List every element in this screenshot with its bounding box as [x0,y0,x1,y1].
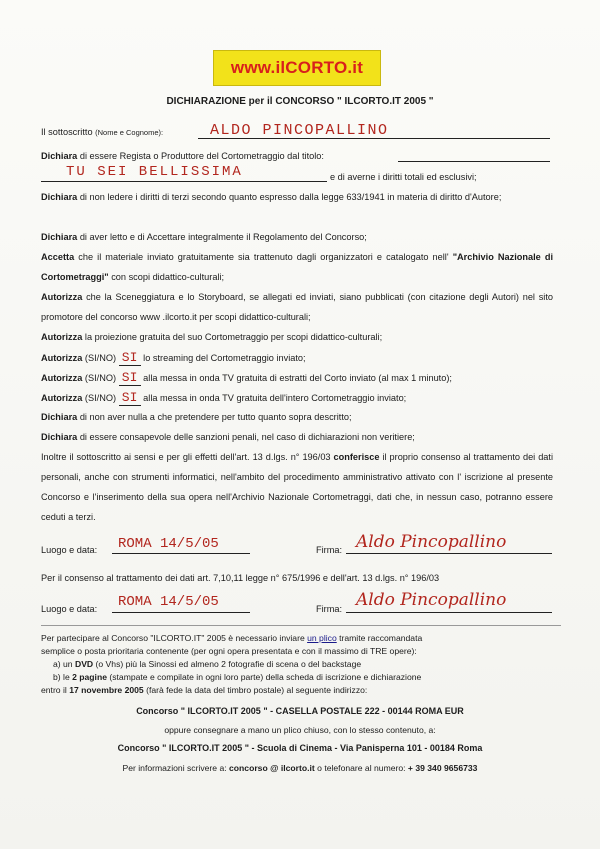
sottoscritto-label: Il sottoscritto [41,127,93,137]
luogo-field-1[interactable]: ROMA 14/5/05 [118,536,219,552]
consenso-paragraph: Inoltre il sottoscritto ai sensi e per gli effetti dell'art. 13 d.lgs. n° 196/03 conferisce il proprio consenso al trattamento dei dati personali, anche con strumenti informatici, nell'ambito del procedimento amministrativo attivato con l' iscrizione al presente Concorso e l'inserimento della sua opera nell'Archivio Nazionale Cortometraggi, dati che, in nessun caso, potranno essere ceduti a terzi. [41,452,554,522]
autorizza-intero: Autorizza (SI/NO) SI alla messa in onda TV gratuita dell'intero Cortometraggio inviato; [41,390,407,405]
streaming-si-field[interactable]: SI [119,350,141,366]
consenso-trattamento-line: Per il consenso al trattamento dei dati art. 7,10,11 legge n° 675/1996 e dell'art. 13 d.lgs. n° 196/03 [41,573,440,583]
dichiara-sanzioni: Dichiara di essere consapevole delle sanzioni penali, nel caso di dichiarazioni non veritiere; [41,432,415,442]
autorizza-proiezione: Autorizza la proiezione gratuita del suo Cortometraggio per scopi didattico-culturali; [41,332,383,342]
page-title: DICHIARAZIONE per il CONCORSO " ILCORTO.IT 2005 " [166,96,434,107]
sottoscritto-hint: (Nome e Cognome): [95,128,164,137]
info-line-1: Per partecipare al Concorso "ILCORTO.IT" 2005 è necessario inviare un plico tramite raccomandata [41,633,423,643]
luogo-label-1: Luogo e data: [41,545,98,555]
info-deadline: entro il 17 novembre 2005 (farà fede la data del timbro postale) al seguente indirizzo: [41,685,368,695]
dichiara-nulla: Dichiara di non aver nulla a che pretendere per tutto quanto sopra descritto; [41,412,352,422]
luogo-label-2: Luogo e data: [41,604,98,614]
logo-text: www.ilCORTO.it [230,58,364,77]
plico-link[interactable]: un plico [307,633,337,643]
oppure-line: oppure consegnare a mano un plico chiuso, con lo stesso contenuto, a: [164,725,436,735]
divider [41,625,561,626]
dichiara-regista-line [41,151,324,161]
info-item-b: b) le 2 pagine (stampate e compilate in ogni loro parte) della scheda di iscrizione e dichiarazione [53,672,422,682]
signature-1[interactable]: Aldo Pincopallino [356,532,507,552]
dichiara-diritti: Dichiara di non ledere i diritti di terzi secondo quanto espresso dalla legge 633/1941 in materia di diritto d'Autore; [41,192,502,202]
info-item-a: a) un DVD (o Vhs) più la Sinossi ed almeno 2 fotografie di scena o del backstage [53,659,362,669]
film-title-field[interactable]: TU SEI BELLISSIMA [66,164,243,180]
contact-phone: + 39 340 9656733 [407,763,478,773]
titolo-suffix: e di averne i diritti totali ed esclusivi; [330,172,477,182]
address-1: Concorso " ILCORTO.IT 2005 " - CASELLA POSTALE 222 - 00144 ROMA EUR [136,706,464,716]
luogo-underline-2 [112,612,250,613]
info-line-2: semplice o posta prioritaria contenente (per ogni opera presentata e con il massimo di TRE opere): [41,646,417,656]
firma-label-2: Firma: [316,604,343,614]
title-underline-1 [398,161,550,162]
sottoscritto-line [41,127,163,137]
address-2: Concorso " ILCORTO.IT 2005 " - Scuola di Cinema - Via Panisperna 101 - 00184 Roma [117,743,483,753]
contact-email[interactable]: concorso @ ilcorto.it [229,763,315,773]
contact-line: Per informazioni scrivere a: concorso @ ilcorto.it o telefonare al numero: + 39 340 9656733 [122,763,478,773]
autorizza-estratti: Autorizza (SI/NO) SI alla messa in onda TV gratuita di estratti del Corto inviato (al max 1 minuto); [41,370,452,385]
dichiara-text: di essere Regista o Produttore del Cortometraggio dal titolo: [79,151,324,161]
intero-si-field[interactable]: SI [119,390,141,406]
accetta-archivio: Accetta che il materiale inviato gratuitamente sia trattenuto dagli organizzatori e catalogato nell' "Archivio Nazionale di Cortometraggi" con scopi didattico-culturali; [41,252,553,282]
firma-label-1: Firma: [316,545,343,555]
firma-underline-2 [346,612,552,613]
dichiara-label: Dichiara [41,151,78,161]
firma-underline-1 [346,553,552,554]
autorizza-streaming: Autorizza (SI/NO) SI lo streaming del Cortometraggio inviato; [41,350,306,365]
title-underline-2 [41,181,327,182]
signature-2[interactable]: Aldo Pincopallino [356,590,507,610]
estratti-si-field[interactable]: SI [119,370,141,386]
autorizza-sceneggiatura: Autorizza che la Sceneggiatura e lo Storyboard, se allegati ed inviati, siano pubblicati (con citazione degli Autori) nel sito promotore del concorso www .ilcorto.it per scopi didattico-culturali; [41,292,553,322]
site-logo [213,50,381,86]
dichiara-regolamento: Dichiara di aver letto e di Accettare integralmente il Regolamento del Concorso; [41,232,367,242]
luogo-field-2[interactable]: ROMA 14/5/05 [118,594,219,610]
luogo-underline-1 [112,553,250,554]
name-field[interactable]: ALDO PINCOPALLINO [210,122,389,139]
